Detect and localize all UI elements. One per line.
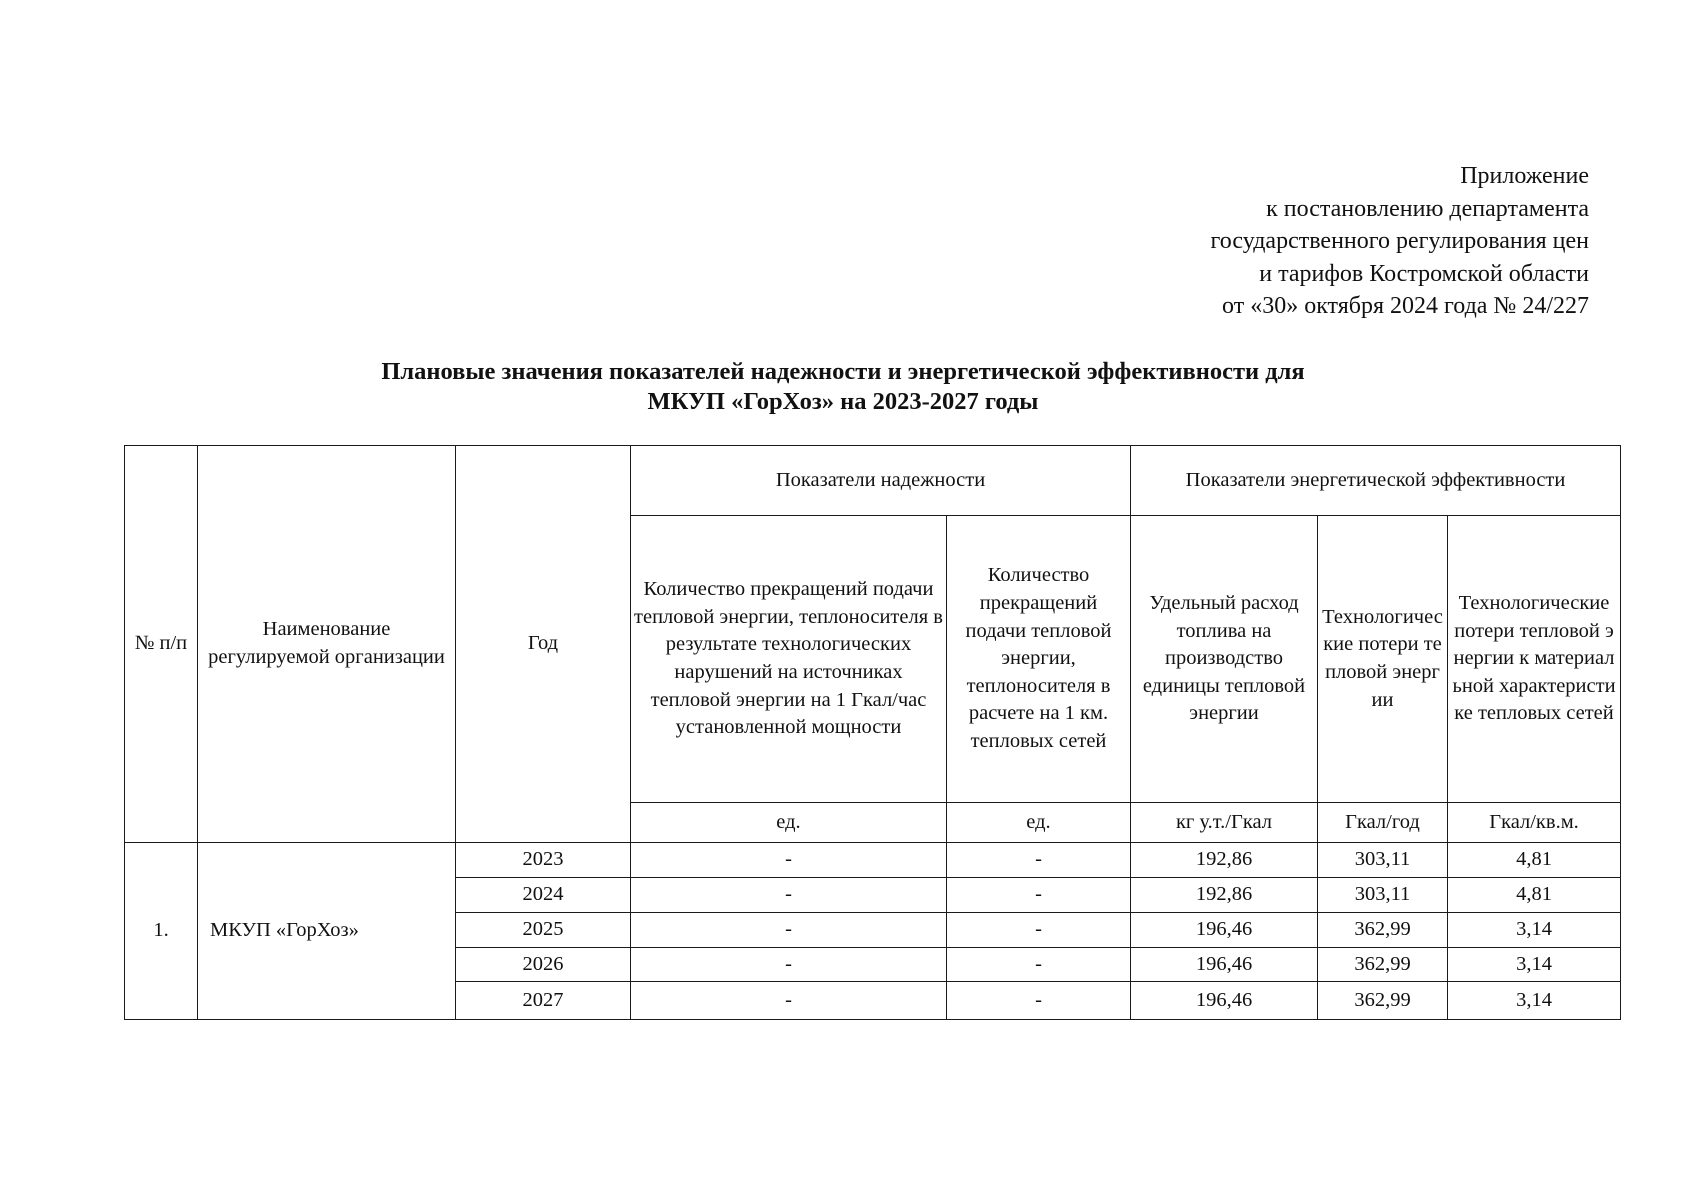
unit-cell: кг у.т./Гкал	[1131, 803, 1318, 843]
unit-cell: Гкал/год	[1318, 803, 1448, 843]
header-reliability-group: Показатели надежности	[631, 446, 1131, 516]
value-cell: -	[947, 913, 1131, 948]
value-cell: 362,99	[1318, 982, 1448, 1020]
value-cell: -	[947, 948, 1131, 982]
value-cell: -	[947, 982, 1131, 1020]
value-cell: -	[631, 948, 947, 982]
header-col-interruptions-per-km: Количество прекращений подачи тепловой энергии, теплоносителя в расчете на 1 км. тепловых сетей	[947, 516, 1131, 803]
value-cell: -	[947, 843, 1131, 878]
value-cell: 192,86	[1131, 843, 1318, 878]
value-cell: 303,11	[1318, 843, 1448, 878]
value-cell: 3,14	[1448, 913, 1621, 948]
header-row-groups	[125, 446, 1621, 516]
year-cell: 2024	[456, 878, 631, 913]
value-cell: 3,14	[1448, 948, 1621, 982]
value-cell: 303,11	[1318, 878, 1448, 913]
header-col-tech-losses-material: Технологические потери тепловой энергии к материальной характеристике тепловых сетей	[1448, 516, 1621, 803]
document-title	[300, 357, 1386, 417]
year-cell: 2023	[456, 843, 631, 878]
year-cell: 2026	[456, 948, 631, 982]
value-cell: -	[631, 843, 947, 878]
value-cell: 196,46	[1131, 982, 1318, 1020]
header-org: Наименование регулируемой организации	[198, 446, 456, 843]
org-name: МКУП «ГорХоз»	[198, 843, 456, 1020]
value-cell: -	[631, 913, 947, 948]
header-col-specific-fuel: Удельный расход топлива на производство единицы тепловой энергии	[1131, 516, 1318, 803]
value-cell: -	[631, 982, 947, 1020]
appendix-block	[1211, 160, 1589, 323]
appendix-line: государственного регулирования цен	[1210, 228, 1589, 254]
document-title-line-2: МКУП «ГорХоз» на 2023-2027 годы	[647, 388, 1039, 415]
value-cell: 362,99	[1318, 948, 1448, 982]
unit-cell: ед.	[631, 803, 947, 843]
header-num: № п/п	[125, 446, 198, 843]
value-cell: -	[947, 878, 1131, 913]
table-row	[125, 843, 1621, 878]
value-cell: 362,99	[1318, 913, 1448, 948]
year-cell: 2025	[456, 913, 631, 948]
document-title-line-1: Плановые значения показателей надежности и энергетической эффективности для	[381, 358, 1305, 385]
value-cell: -	[631, 878, 947, 913]
value-cell: 4,81	[1448, 878, 1621, 913]
header-efficiency-group: Показатели энергетической эффективности	[1131, 446, 1621, 516]
header-year: Год	[456, 446, 631, 843]
unit-cell: Гкал/кв.м.	[1448, 803, 1621, 843]
value-cell: 196,46	[1131, 948, 1318, 982]
appendix-line: и тарифов Костромской области	[1259, 260, 1589, 287]
value-cell: 196,46	[1131, 913, 1318, 948]
value-cell: 4,81	[1448, 843, 1621, 878]
appendix-line: к постановлению департамента	[1266, 195, 1589, 222]
org-num: 1.	[125, 843, 198, 1020]
unit-cell: ед.	[947, 803, 1131, 843]
indicators-table	[124, 445, 1621, 1020]
appendix-line: от «30» октября 2024 года № 24/227	[1222, 293, 1589, 319]
header-col-tech-losses: Технологические потери тепловой энергии	[1318, 516, 1448, 803]
value-cell: 192,86	[1131, 878, 1318, 913]
year-cell: 2027	[456, 982, 631, 1020]
value-cell: 3,14	[1448, 982, 1621, 1020]
appendix-line: Приложение	[1460, 163, 1589, 189]
header-col-interruptions-per-gcal: Количество прекращений подачи тепловой энергии, теплоносителя в результате технологических нарушений на источниках тепловой энергии на 1 Гкал/час установленной мощности	[631, 516, 947, 803]
